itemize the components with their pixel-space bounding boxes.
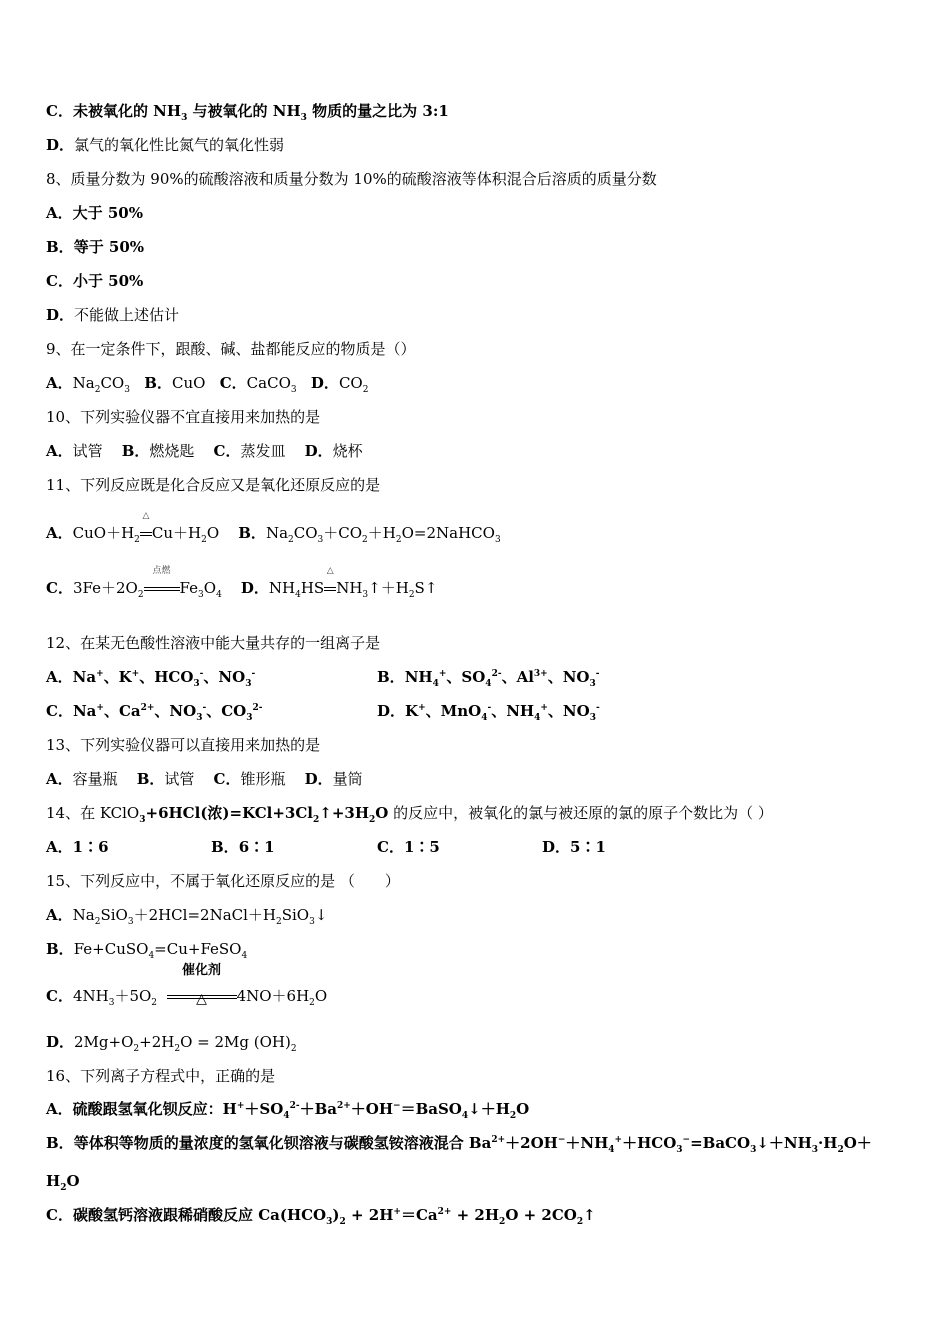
- heat-condition: △: [142, 511, 150, 521]
- option-16a: A．硫酸跟氢氧化钡反应：$H^++SO_4^{2-}+Ba^{2+}+OH^-=BaSO_4↓+H_2O$: [46, 1100, 530, 1121]
- question-8-stem: 8、质量分数为 90%的硫酸溶液和质量分数为 10%的硫酸溶液等体积混合后溶质的质量分数: [46, 170, 657, 188]
- option-label: C．: [46, 102, 73, 120]
- option-8d: D．不能做上述估计: [46, 306, 180, 324]
- question-9-stem: 9、在一定条件下，跟酸、碱、盐都能反应的物质是（）: [46, 340, 416, 358]
- question-13-options: A．容量瓶 B．试管 C．锥形瓶 D．量筒: [46, 770, 363, 788]
- option-16b-continued: $H_2O$: [46, 1172, 80, 1193]
- option-15c: C．$4NH_3+5O_2$ 催化剂 △ $4NO+6H_2O$: [46, 963, 328, 1008]
- question-12-options-ab: A．Na+、K+、$HCO_3^-$、$NO_3^-$ B．$NH_4^+$、$SO_4^{2-}$、$Al^{3+}$、$NO_3^-$: [46, 668, 600, 689]
- option-16b: B．等体积等物质的量浓度的氢氧化钡溶液与碳酸氢铵溶液混合 $Ba^{2+}+2OH^-+NH_4^++HCO_3^-=BaCO_3↓+NH_3\cdot H_2O+$: [46, 1134, 872, 1155]
- question-9-options: A．$Na_2CO_3$ B．CuO C．CaCO$_3$ D．$CO_2$: [46, 374, 369, 395]
- option-16c: C．碳酸氢钙溶液跟稀硝酸反应 $Ca(HCO_3)_2 + 2H^+=Ca^{2+} + 2H_2O$ + $2CO_2↑$: [46, 1206, 596, 1227]
- option-15b: B．Fe+CuSO$_4$=Cu+FeSO$_4$: [46, 940, 248, 961]
- option-7c: C．未被氧化的 $NH_3$ 与被氧化的 $NH_3$ 物质的量之比为 3:1: [46, 102, 449, 123]
- question-12-stem: 12、在某无色酸性溶液中能大量共存的一组离子是: [46, 634, 381, 652]
- option-15d: D．$2Mg+O_2+2H_2O = 2Mg$ $(OH)_2$: [46, 1033, 297, 1054]
- question-10-options: A．试管 B．燃烧匙 C．蒸发皿 D．烧杯: [46, 442, 363, 460]
- question-13-stem: 13、下列实验仪器可以直接用来加热的是: [46, 736, 321, 754]
- question-11-options-cd: C．$3Fe+2O_2$ 点燃 $Fe_3O_4$ D．$NH_4HS$ △ $NH_3↑+H_2S↑$: [46, 566, 438, 600]
- option-15a: A．$Na_2SiO_3+2HCl=2NaCl+H_2SiO_3↓$: [46, 906, 328, 927]
- option-8c: C．小于 50%: [46, 272, 144, 290]
- question-14-stem: 14、在 KClO$_3$+6HCl(浓)$=KCl+3Cl_2↑+3H_2O$ 的反应中，被氧化的氯与被还原的氯的原子个数比为（ ）: [46, 804, 773, 825]
- question-16-stem: 16、下列离子方程式中，正确的是: [46, 1067, 276, 1085]
- option-7d: D．氯气的氧化性比氮气的氧化性弱: [46, 136, 285, 154]
- heat-triangle: △: [196, 991, 207, 1007]
- question-11-stem: 11、下列反应既是化合反应又是氧化还原反应的是: [46, 476, 381, 494]
- ignite-condition: 点燃: [152, 566, 171, 576]
- option-8a: A．大于 50%: [46, 204, 143, 222]
- question-10-stem: 10、下列实验仪器不宜直接用来加热的是: [46, 408, 321, 426]
- document-page: C．未被氧化的 $NH_3$ 与被氧化的 $NH_3$ 物质的量之比为 3:1 D．氯气的氧化性比氮气的氧化性弱 8、质量分数为 90%的硫酸溶液和质量分数为 10%的硫酸溶液等体积混合后溶质的质量分数 A．大于 50% B．等于 50% C．小于 50% D．不能做上述估计 9、在一定条件下，跟酸、碱、盐都能反应的物质是（） A．$Na_2CO_3$ B．CuO C．CaCO$_3$ D．$CO_2$ 10、下列实验仪器不宜直接用来加热的是 A．试管 B．燃烧匙 C．蒸发皿 D．烧杯 11、下列反应既是化合反应又是氧化还原反应的是 A．$CuO+H_2$ △ $Cu+H_2O$ B．$Na_2CO_3+CO_2+H_2O=2NaHCO_3$ C．$3Fe+2O_2$ 点燃 $Fe_3O_4$ D．$NH_4HS$ △ $NH_3↑+H_2S↑$ 12、在某无色酸性溶液中能大量共存的一组离子是 A．Na+、K+、$HCO_3^-$、$NO_3^-$ B．$NH_4^+$、$SO_4^{2-}$、$Al^{3+}$、$NO_3^-$ C．Na+、$Ca^{2+}$、$NO_3^-$、$CO_3^{2-}$ D．K+、MnO$_4$-、$NH_4^+$、$NO_3^-$ 13、下列实验仪器可以直接用来加热的是 A．容量瓶 B．试管 C．锥形瓶 D．量筒 14、在 KClO$_3$+6HCl(浓)$=KCl+3Cl_2↑+3H_2O$ 的反应中，被氧化的氯与被还原的氯的原子个数比为（ ） A．1∶6 B．6∶1 C．1∶5 D．5∶1 15、下列反应中，不属于氧化还原反应的是 （ ） A．$Na_2SiO_3+2HCl=2NaCl+H_2SiO_3↓$ B．Fe+CuSO$_4$=Cu+FeSO$_4$ C．$4NH_3+5O_2$ 催化剂 △ $4NO+6H_2O$ D．$2Mg+O_2+2H_2O = 2Mg$ $(OH)_2$ 16、下列离子方程式中，正确的是 A．硫酸跟氢氧化钡反应：$H^++SO_4^{2-}+Ba^{2+}+OH^-=BaSO_4↓+H_2O$ B．等体积等物质的量浓度的氢氧化钡溶液与碳酸氢铵溶液混合 $Ba^{2+}+2OH^-+NH_4^++HCO_3^-=BaCO_3↓+NH_3\cdot H_2O+$ $H_2O$ C．碳酸氢钙溶液跟稀硝酸反应 $Ca(HCO_3)_2 + 2H^+=Ca^{2+} + 2H_2O$ + $2CO_2↑$: [46, 102, 872, 1227]
- question-12-options-cd: C．Na+、$Ca^{2+}$、$NO_3^-$、$CO_3^{2-}$ D．K+、MnO$_4$-、$NH_4^+$、$NO_3^-$: [46, 702, 600, 723]
- question-15-stem: 15、下列反应中，不属于氧化还原反应的是 （ ）: [46, 872, 400, 890]
- catalyst-condition: 催化剂: [182, 963, 222, 978]
- option-8b: B．等于 50%: [46, 238, 145, 256]
- question-11-options-ab: A．$CuO+H_2$ △ $Cu+H_2O$ B．$Na_2CO_3+CO_2+H_2O=2NaHCO_3$: [46, 511, 501, 545]
